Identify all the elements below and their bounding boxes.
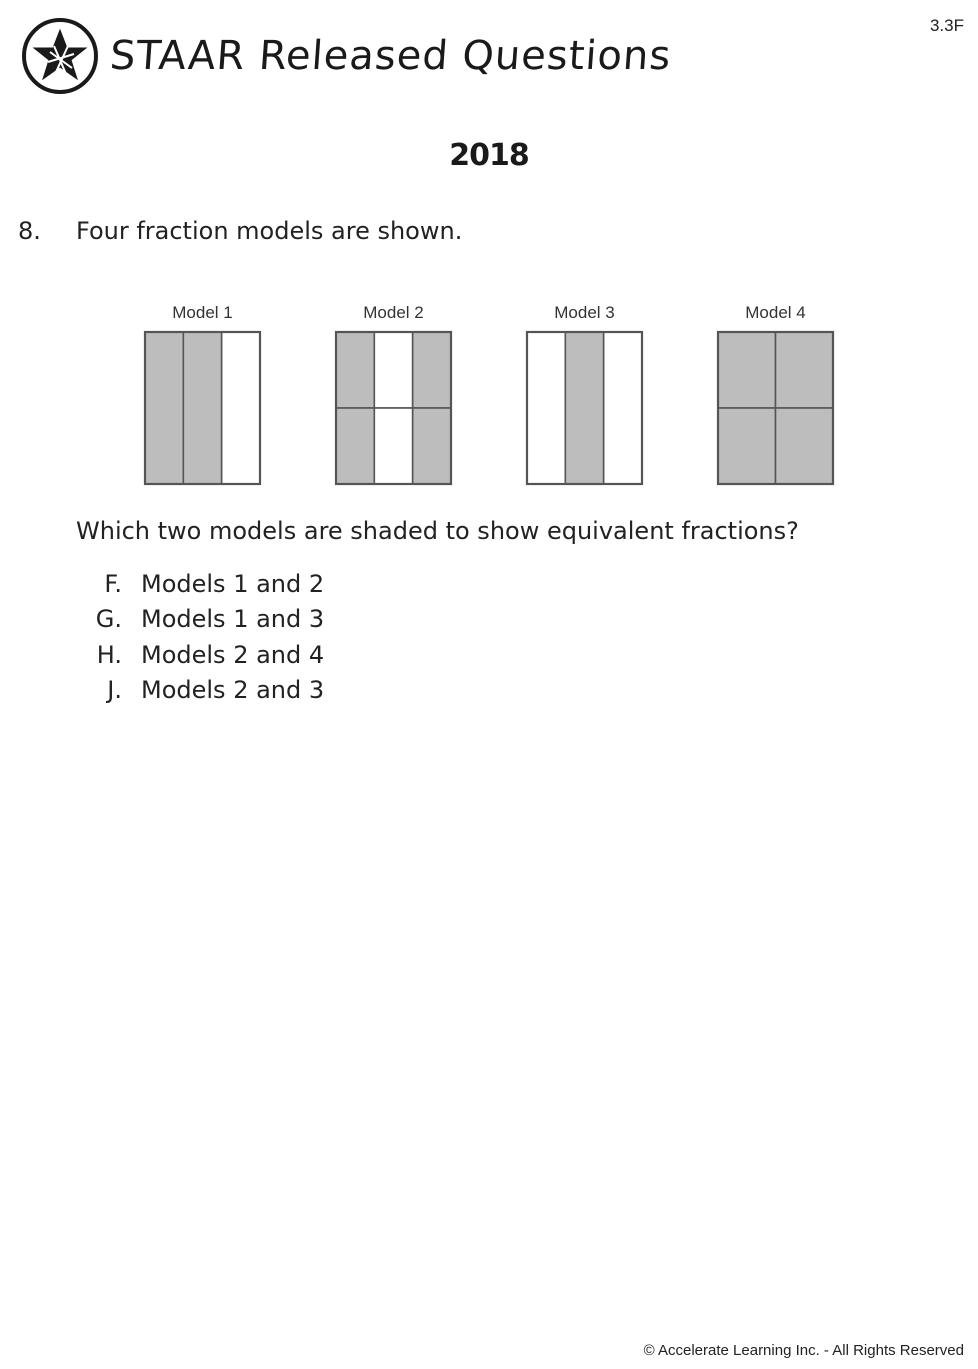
- fraction-models: [140, 298, 840, 493]
- shaded-part: [776, 332, 834, 408]
- model-label: Model 3: [554, 303, 615, 322]
- choice-text: Models 2 and 3: [141, 676, 325, 705]
- question-stem: [18, 217, 462, 245]
- shaded-part: [413, 408, 451, 484]
- shaded-part: [336, 408, 374, 484]
- shaded-part: [413, 332, 451, 408]
- choice-text: Models 1 and 3: [141, 605, 325, 634]
- shaded-part: [336, 332, 374, 408]
- page-title: STAAR Released Questions: [108, 33, 673, 79]
- shaded-part: [718, 332, 776, 408]
- choice-letter: G.: [95, 605, 122, 634]
- answer-choice-h[interactable]: [76, 637, 324, 673]
- unshaded-part: [527, 332, 565, 484]
- model-1: [145, 303, 260, 484]
- fraction-models-figure: [140, 298, 840, 493]
- shaded-part: [565, 332, 603, 484]
- unshaded-part: [222, 332, 260, 484]
- shaded-part: [145, 332, 183, 484]
- model-label: Model 4: [745, 303, 806, 322]
- choice-text: Models 1 and 2: [141, 569, 325, 598]
- model-label: Model 2: [363, 303, 424, 322]
- answer-choices: [76, 566, 324, 708]
- star-logo-icon: [20, 16, 100, 96]
- question-prompt: Which two models are shaded to show equivalent fractions?: [76, 517, 799, 545]
- unshaded-part: [374, 332, 412, 408]
- copyright-footer: © Accelerate Learning Inc. - All Rights Reserved: [643, 1342, 964, 1359]
- question-text: Four fraction models are shown.: [76, 217, 463, 245]
- choice-text: Models 2 and 4: [141, 640, 325, 669]
- standard-code: 3.3F: [929, 16, 964, 35]
- model-2: [336, 303, 451, 484]
- answer-choice-j[interactable]: [76, 673, 324, 709]
- model-4: [718, 303, 833, 484]
- choice-letter: H.: [96, 640, 122, 669]
- unshaded-part: [374, 408, 412, 484]
- year-heading: 2018: [449, 138, 529, 173]
- shaded-part: [776, 408, 834, 484]
- answer-choice-f[interactable]: [76, 566, 324, 602]
- model-label: Model 1: [172, 303, 233, 322]
- model-3: [527, 303, 642, 484]
- choice-letter: J.: [107, 676, 122, 705]
- unshaded-part: [604, 332, 642, 484]
- page-header: [20, 16, 671, 96]
- question-number: 8.: [18, 217, 41, 245]
- answer-choice-g[interactable]: [76, 602, 324, 638]
- choice-letter: F.: [104, 569, 122, 598]
- shaded-part: [718, 408, 776, 484]
- shaded-part: [183, 332, 221, 484]
